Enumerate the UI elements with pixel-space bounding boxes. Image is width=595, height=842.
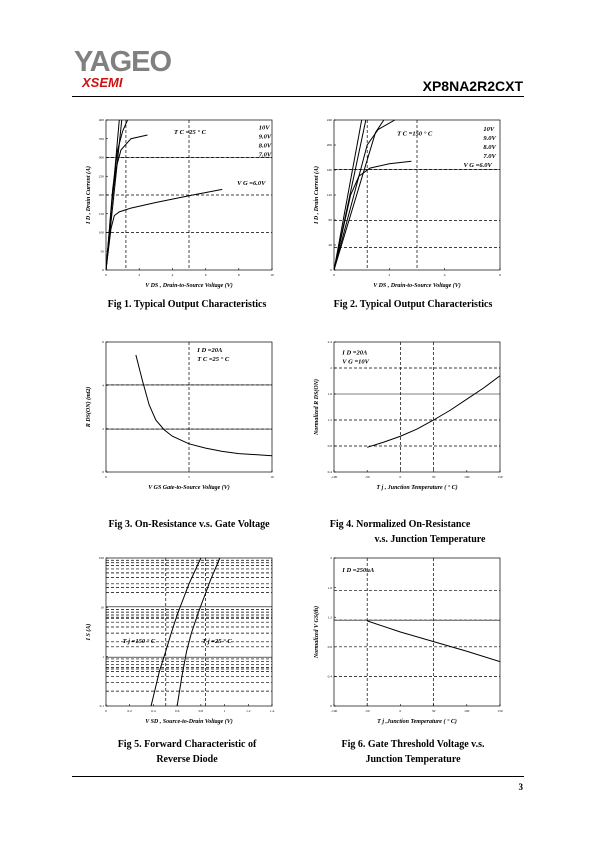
x-axis-label: T j ,Junction Temperature ( ° C) [377, 719, 457, 725]
annotation-5: V G =6.0V [237, 180, 266, 187]
y-tick-label: 0 [102, 470, 104, 475]
x-tick-label: 100 [464, 475, 470, 479]
y-tick-label: 10 [100, 605, 104, 610]
annotation-2: 9.0V [258, 133, 272, 141]
series-line-3 [106, 135, 148, 270]
y-tick-label: 4 [102, 383, 104, 388]
chart-fig2 [300, 112, 510, 292]
annotation-4: 7.0V [258, 151, 272, 159]
fig1-caption: Fig 1. Typical Output Characteristics [107, 299, 267, 310]
y-axis-label: Normalized V GS(th) [314, 605, 320, 659]
y-tick-label: 6 [102, 340, 104, 345]
x-tick-label: 0 [333, 273, 335, 277]
fig6-caption-line2: Junction Temperature [365, 754, 461, 765]
x-tick-label: 4 [443, 273, 446, 277]
y-tick-label: 2 [102, 426, 104, 431]
header-rule [72, 96, 524, 97]
x-axis-label: T j , Junction Temperature ( ° C) [376, 485, 458, 491]
x-tick-label: 2 [388, 273, 391, 277]
x-tick-label: 0 [105, 475, 107, 479]
x-tick-label: 6 [204, 273, 207, 277]
x-tick-label: 1 [223, 709, 226, 713]
y-tick-label: 1.2 [327, 418, 332, 423]
annotation-0: I D =20A [197, 346, 223, 354]
logo-xsemi: XSEMI [82, 75, 123, 90]
y-tick-label: 80 [328, 218, 332, 223]
x-tick-label: 4 [171, 273, 174, 277]
part-number: XP8NA2R2CXT [422, 78, 523, 94]
y-tick-label: 1 [102, 654, 104, 659]
x-tick-label: 0.6 [174, 709, 180, 713]
y-tick-label: 350 [98, 136, 104, 141]
y-tick-label: 0.1 [99, 704, 104, 709]
x-tick-label: 0 [399, 709, 402, 713]
logo-yageo: YAGEO [74, 46, 172, 78]
y-tick-label: 120 [326, 193, 332, 198]
y-tick-label: 0 [330, 704, 332, 709]
x-tick-label: -50 [364, 709, 370, 713]
footer-rule [72, 776, 524, 777]
y-tick-label: 50 [100, 249, 104, 254]
y-tick-label: 2 [330, 366, 332, 371]
y-axis-label: R DS(ON) (mΩ) [86, 386, 92, 428]
fig3-caption: Fig 3. On-Resistance v.s. Gate Voltage [108, 519, 270, 530]
annotation-5: V G =6.0V [463, 162, 492, 169]
x-tick-label: 10 [270, 273, 274, 277]
x-tick-label: 1.4 [269, 709, 275, 713]
x-tick-label: 0.2 [127, 709, 132, 713]
y-axis-label: I D , Drain Current (A) [86, 165, 92, 225]
series-line-4 [334, 161, 411, 270]
x-tick-label: 0 [105, 709, 107, 713]
y-tick-label: 200 [98, 193, 104, 198]
series-line-0 [367, 376, 500, 448]
y-tick-label: 100 [98, 230, 104, 235]
x-axis-label: V DS , Drain-to-Source Voltage (V) [373, 283, 461, 289]
chart-fig6 [300, 550, 510, 730]
annotation-0: I D =250uA [342, 566, 375, 574]
x-tick-label: 150 [497, 709, 503, 713]
x-tick-label: -100 [330, 475, 338, 479]
x-tick-label: -50 [364, 475, 370, 479]
annotation-3: 8.0V [258, 142, 272, 150]
y-tick-label: 1.6 [327, 392, 332, 397]
x-axis-label: V GS Gate-to-Source Voltage (V) [148, 485, 230, 491]
x-tick-label: 0.8 [198, 709, 204, 713]
series-line-0 [334, 120, 362, 270]
x-tick-label: 5 [188, 475, 190, 479]
y-tick-label: 240 [326, 118, 332, 123]
annotation-2: 9.0V [483, 135, 496, 142]
x-tick-label: 8 [237, 273, 240, 277]
annotation-3: 8.0V [483, 144, 496, 151]
x-axis-label: V DS , Drain-to-Source Voltage (V) [145, 283, 233, 289]
y-axis-label: Normalized R DS(ON) [314, 378, 320, 436]
annotation-1: T C =25 ° C [197, 355, 230, 363]
series-line-0 [151, 558, 201, 706]
y-tick-label: 0.4 [327, 674, 332, 679]
y-tick-label: 1.6 [327, 585, 332, 590]
annotation-1: T j =25 ° C [202, 637, 232, 645]
y-axis-label: I D , Drain Current (A) [314, 165, 320, 225]
x-tick-label: 100 [464, 709, 470, 713]
y-tick-label: 0.8 [327, 444, 332, 449]
x-tick-label: 0.4 [151, 709, 156, 713]
x-tick-label: 1.2 [246, 709, 251, 713]
y-tick-label: 2 [330, 556, 332, 561]
y-tick-label: 250 [98, 174, 104, 179]
chart-fig4 [300, 334, 510, 514]
y-tick-label: 0.4 [327, 470, 332, 475]
plot-frame [106, 558, 272, 706]
y-tick-label: 0.8 [327, 645, 332, 649]
annotation-0: T C =150 ° C [397, 130, 433, 138]
chart-fig1 [72, 112, 282, 292]
fig5-caption-line1: Fig 5. Forward Characteristic of [117, 739, 257, 750]
x-axis-label: V SD , Source-to-Drain Voltage (V) [145, 719, 233, 725]
y-tick-label: 1.2 [327, 615, 332, 620]
annotation-1: V G =10V [342, 358, 370, 366]
y-tick-label: 400 [98, 118, 104, 123]
plot-frame [334, 558, 500, 706]
x-tick-label: 6 [499, 273, 501, 277]
y-tick-label: 2.4 [327, 340, 332, 345]
annotation-1: 10V [258, 124, 270, 132]
fig6-caption-line1: Fig 6. Gate Threshold Voltage v.s. [341, 739, 485, 750]
annotation-1: 10V [483, 126, 495, 133]
annotation-0: T C =25 ° C [174, 129, 207, 136]
series-line-1 [177, 558, 220, 706]
x-tick-label: 150 [497, 475, 503, 479]
x-tick-label: 50 [431, 475, 436, 479]
fig4-caption-line2: v.s. Junction Temperature [374, 534, 486, 545]
y-tick-label: 150 [98, 211, 104, 216]
x-tick-label: 10 [270, 475, 274, 479]
y-tick-label: 40 [328, 243, 332, 248]
x-tick-label: 2 [138, 273, 141, 277]
x-tick-label: 0 [399, 475, 402, 479]
series-line-4 [106, 189, 222, 270]
y-tick-label: 200 [326, 143, 332, 148]
fig4-caption-line1: Fig 4. Normalized On-Resistance [329, 519, 471, 530]
y-axis-label: I S (A) [86, 623, 92, 641]
chart-fig5 [72, 550, 282, 730]
y-tick-label: 100 [98, 556, 104, 561]
annotation-4: 7.0V [483, 153, 496, 160]
y-tick-label: 160 [326, 168, 332, 173]
x-tick-label: -100 [330, 709, 338, 713]
page-number: 3 [518, 782, 523, 792]
y-tick-label: 300 [98, 155, 104, 160]
fig2-caption: Fig 2. Typical Output Characteristics [333, 299, 493, 310]
annotation-0: T j =150 ° C [122, 637, 156, 645]
y-tick-label: 0 [330, 268, 332, 273]
fig5-caption-line2: Reverse Diode [156, 754, 218, 765]
series-line-0 [136, 355, 272, 456]
x-tick-label: 0 [105, 273, 107, 277]
y-tick-label: 0 [102, 268, 104, 273]
x-tick-label: 50 [431, 709, 436, 713]
chart-fig3 [72, 334, 282, 514]
annotation-0: I D =20A [342, 349, 368, 357]
